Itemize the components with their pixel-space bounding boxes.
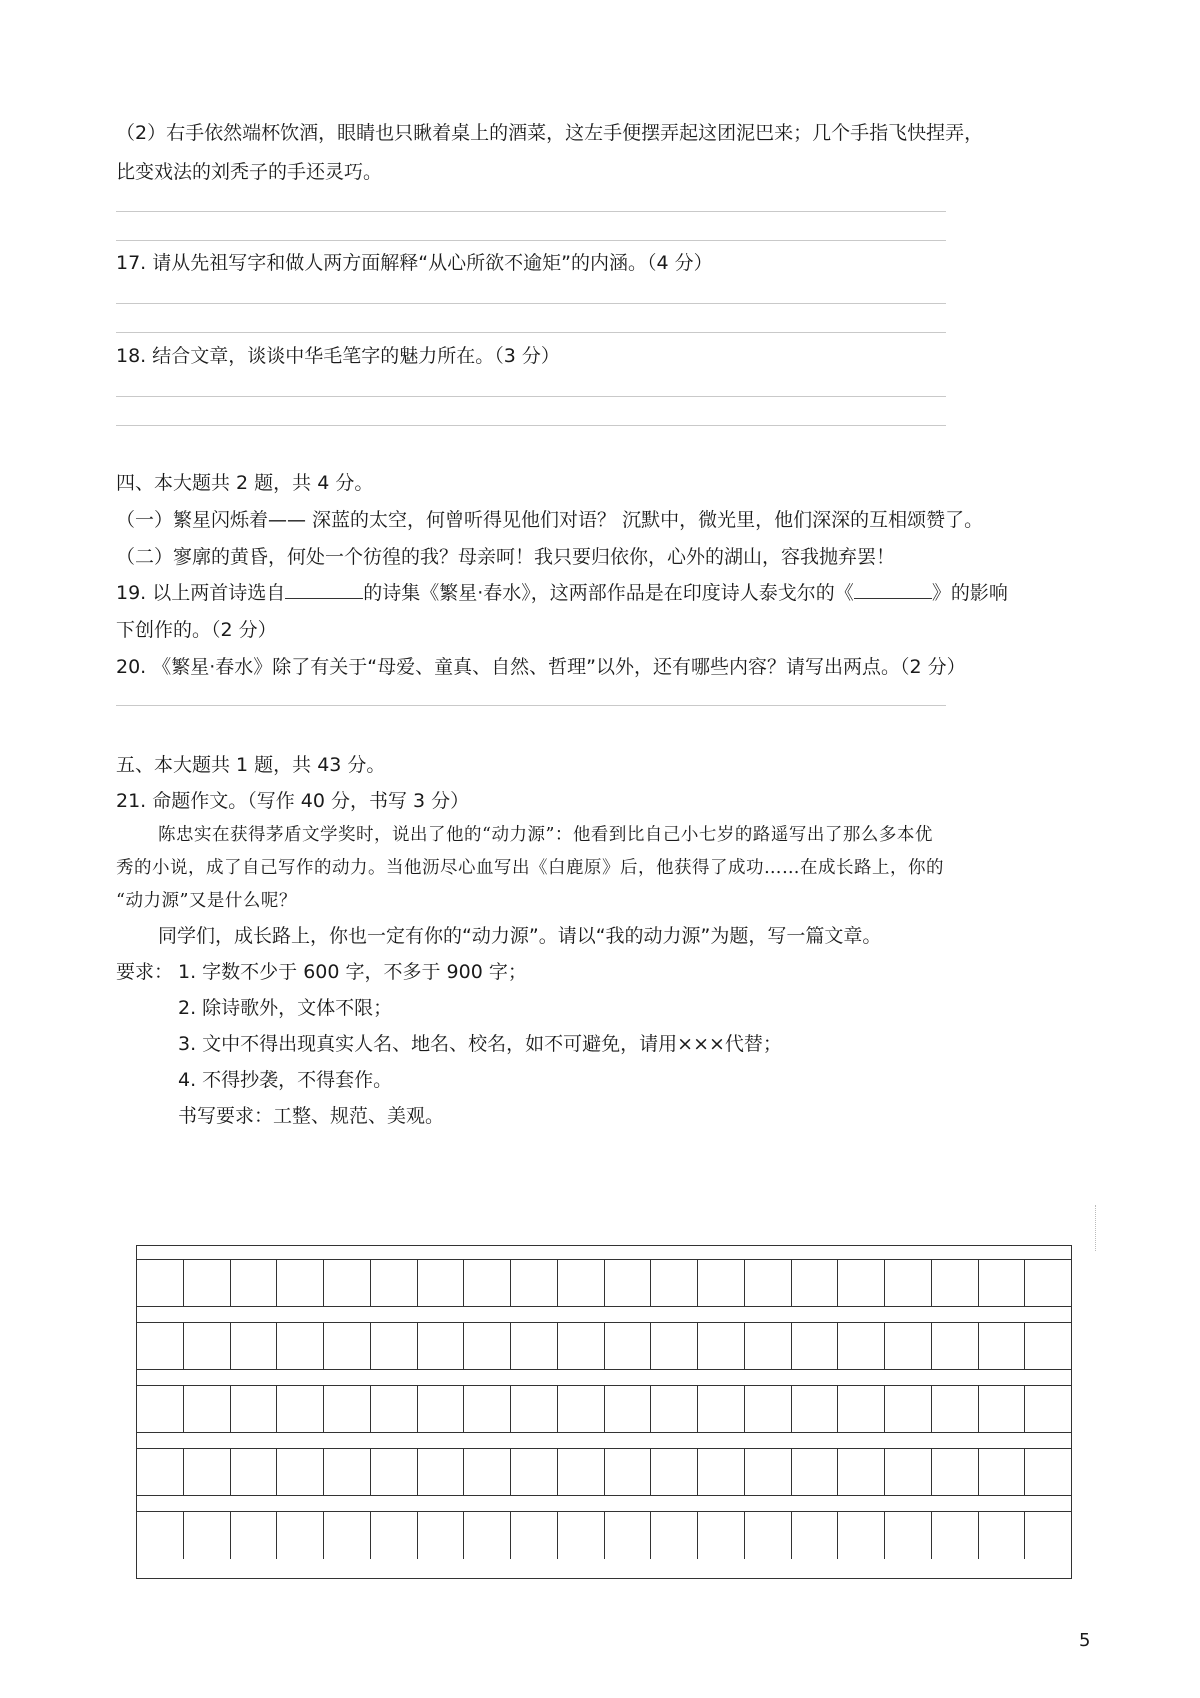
q19-blank-author[interactable] <box>285 580 363 599</box>
grid-cell[interactable] <box>418 1323 465 1369</box>
grid-cell[interactable] <box>277 1449 324 1495</box>
composition-grid[interactable] <box>136 1245 1072 1579</box>
grid-cell[interactable] <box>137 1449 184 1495</box>
grid-cell[interactable] <box>231 1449 278 1495</box>
grid-cell[interactable] <box>745 1260 792 1306</box>
poem-2: （二）寥廓的黄昏，何处一个彷徨的我？母亲呵！我只要归依你，心外的湖山，容我抛弃罢！ <box>116 546 896 568</box>
grid-cell[interactable] <box>792 1260 839 1306</box>
section4-heading: 四、本大题共 2 题，共 4 分。 <box>116 472 374 494</box>
grid-cell[interactable] <box>979 1323 1026 1369</box>
grid-cell[interactable] <box>277 1323 324 1369</box>
grid-cell[interactable] <box>838 1260 885 1306</box>
q16-2-line1: （2）右手依然端杯饮酒，眼睛也只瞅着桌上的酒菜，这左手便摆弄起这团泥巴来；几个手指飞快捏弄， <box>116 122 984 144</box>
grid-cell[interactable] <box>418 1512 465 1559</box>
grid-cell[interactable] <box>277 1386 324 1432</box>
requirement-1: 1. 字数不少于 600 字，不多于 900 字； <box>178 961 527 983</box>
material-line2: 秀的小说，成了自己写作的动力。当他沥尽心血写出《白鹿原》后，他获得了成功……在成长路上，你的 <box>116 858 944 878</box>
grid-cell[interactable] <box>745 1449 792 1495</box>
grid-cell[interactable] <box>745 1512 792 1559</box>
grid-cell[interactable] <box>464 1260 511 1306</box>
grid-cell[interactable] <box>698 1512 745 1559</box>
q21-text: 21. 命题作文。（写作 40 分，书写 3 分） <box>116 790 470 812</box>
material-line3: “动力源”又是什么呢？ <box>116 891 297 911</box>
grid-cell[interactable] <box>1025 1512 1071 1559</box>
grid-cell[interactable] <box>511 1512 558 1559</box>
grid-cell[interactable] <box>511 1386 558 1432</box>
grid-cell[interactable] <box>464 1512 511 1559</box>
q19-part1: 19. 以上两首诗选自 <box>116 582 286 604</box>
grid-cell[interactable] <box>137 1386 184 1432</box>
q19-part2: 的诗集《繁星·春水》，这两部作品是在印度诗人泰戈尔的《 <box>363 582 854 604</box>
answer-line[interactable] <box>116 425 946 426</box>
grid-cell[interactable] <box>838 1386 885 1432</box>
grid-row <box>137 1386 1071 1433</box>
grid-cell[interactable] <box>698 1260 745 1306</box>
requirement-3: 3. 文中不得出现真实人名、地名、校名，如不可避免，请用×××代替； <box>178 1033 782 1055</box>
grid-cell[interactable] <box>792 1323 839 1369</box>
answer-line[interactable] <box>116 396 946 397</box>
grid-cell[interactable] <box>1025 1260 1071 1306</box>
grid-cell[interactable] <box>184 1512 231 1559</box>
grid-cell[interactable] <box>464 1323 511 1369</box>
grid-cell[interactable] <box>838 1449 885 1495</box>
answer-line[interactable] <box>116 240 946 241</box>
grid-cell[interactable] <box>324 1323 371 1369</box>
q19-line1 <box>116 580 1008 606</box>
requirements-label: 要求： <box>116 961 174 983</box>
grid-cell[interactable] <box>418 1386 465 1432</box>
grid-cell[interactable] <box>838 1323 885 1369</box>
grid-cell[interactable] <box>231 1512 278 1559</box>
q19-blank-work[interactable] <box>854 580 932 599</box>
grid-row-gap <box>137 1307 1071 1323</box>
grid-row-gap <box>137 1370 1071 1386</box>
page-number: 5 <box>1079 1630 1091 1651</box>
requirement-2: 2. 除诗歌外，文体不限； <box>178 997 393 1019</box>
grid-cell[interactable] <box>651 1512 698 1559</box>
grid-cell[interactable] <box>184 1386 231 1432</box>
grid-cell[interactable] <box>231 1323 278 1369</box>
grid-cell[interactable] <box>885 1260 932 1306</box>
grid-cell[interactable] <box>605 1323 652 1369</box>
grid-row <box>137 1449 1071 1496</box>
grid-cell[interactable] <box>932 1512 979 1559</box>
answer-line[interactable] <box>116 303 946 304</box>
answer-line[interactable] <box>116 332 946 333</box>
grid-row-gap <box>137 1246 1071 1260</box>
grid-cell[interactable] <box>324 1512 371 1559</box>
section5-heading: 五、本大题共 1 题，共 43 分。 <box>116 754 386 776</box>
grid-cell[interactable] <box>792 1512 839 1559</box>
grid-cell[interactable] <box>605 1260 652 1306</box>
grid-cell[interactable] <box>371 1323 418 1369</box>
grid-cell[interactable] <box>324 1260 371 1306</box>
grid-cell[interactable] <box>418 1449 465 1495</box>
margin-dots <box>1095 1205 1096 1251</box>
grid-cell[interactable] <box>511 1449 558 1495</box>
grid-cell[interactable] <box>1025 1323 1071 1369</box>
grid-cell[interactable] <box>605 1449 652 1495</box>
grid-row-gap <box>137 1496 1071 1512</box>
q20-text: 20. 《繁星·春水》除了有关于“母爱、童真、自然、哲理”以外，还有哪些内容？请写出两点。（2 分） <box>116 656 966 678</box>
grid-cell[interactable] <box>979 1260 1026 1306</box>
grid-row <box>137 1512 1071 1559</box>
grid-cell[interactable] <box>745 1386 792 1432</box>
poem-1: （一）繁星闪烁着—— 深蓝的太空，何曾听得见他们对语？ 沉默中，微光里，他们深深的互相颂赞了。 <box>116 509 984 531</box>
grid-row <box>137 1260 1071 1307</box>
grid-cell[interactable] <box>932 1386 979 1432</box>
q17-text: 17. 请从先祖写字和做人两方面解释“从心所欲不逾矩”的内涵。（4 分） <box>116 252 713 274</box>
q19-line2: 下创作的。（2 分） <box>116 619 277 641</box>
grid-cell[interactable] <box>558 1386 605 1432</box>
grid-cell[interactable] <box>698 1449 745 1495</box>
handwriting-requirement: 书写要求：工整、规范、美观。 <box>178 1105 445 1127</box>
grid-cell[interactable] <box>324 1449 371 1495</box>
grid-cell[interactable] <box>418 1260 465 1306</box>
grid-cell[interactable] <box>745 1323 792 1369</box>
grid-cell[interactable] <box>184 1449 231 1495</box>
answer-line[interactable] <box>116 705 946 706</box>
grid-cell[interactable] <box>1025 1386 1071 1432</box>
grid-cell[interactable] <box>324 1386 371 1432</box>
grid-cell[interactable] <box>885 1323 932 1369</box>
grid-cell[interactable] <box>1025 1449 1071 1495</box>
material-line1: 陈忠实在获得茅盾文学奖时，说出了他的“动力源”：他看到比自己小七岁的路遥写出了那么多本优 <box>158 825 933 845</box>
grid-cell[interactable] <box>464 1386 511 1432</box>
grid-cell[interactable] <box>885 1512 932 1559</box>
grid-cell[interactable] <box>137 1260 184 1306</box>
grid-cell[interactable] <box>698 1323 745 1369</box>
grid-cell[interactable] <box>651 1323 698 1369</box>
grid-cell[interactable] <box>558 1323 605 1369</box>
essay-prompt: 同学们，成长路上，你也一定有你的“动力源”。请以“我的动力源”为题，写一篇文章。 <box>158 925 882 947</box>
grid-cell[interactable] <box>651 1449 698 1495</box>
grid-cell[interactable] <box>885 1386 932 1432</box>
grid-cell[interactable] <box>885 1449 932 1495</box>
grid-cell[interactable] <box>979 1449 1026 1495</box>
grid-cell[interactable] <box>371 1260 418 1306</box>
grid-cell[interactable] <box>464 1449 511 1495</box>
grid-cell[interactable] <box>979 1512 1026 1559</box>
grid-cell[interactable] <box>511 1323 558 1369</box>
requirement-4: 4. 不得抄袭，不得套作。 <box>178 1069 393 1091</box>
grid-cell[interactable] <box>231 1386 278 1432</box>
grid-cell[interactable] <box>792 1449 839 1495</box>
grid-cell[interactable] <box>651 1386 698 1432</box>
grid-cell[interactable] <box>698 1386 745 1432</box>
grid-cell[interactable] <box>605 1512 652 1559</box>
grid-cell[interactable] <box>511 1260 558 1306</box>
grid-cell[interactable] <box>371 1449 418 1495</box>
grid-cell[interactable] <box>838 1512 885 1559</box>
grid-row <box>137 1323 1071 1370</box>
q16-2-line2: 比变戏法的刘秃子的手还灵巧。 <box>116 161 383 183</box>
grid-cell[interactable] <box>277 1260 324 1306</box>
grid-cell[interactable] <box>605 1386 652 1432</box>
q18-text: 18. 结合文章，谈谈中华毛笔字的魅力所在。（3 分） <box>116 345 560 367</box>
grid-cell[interactable] <box>651 1260 698 1306</box>
grid-cell[interactable] <box>184 1260 231 1306</box>
grid-cell[interactable] <box>371 1512 418 1559</box>
grid-cell[interactable] <box>137 1323 184 1369</box>
grid-cell[interactable] <box>137 1512 184 1559</box>
grid-cell[interactable] <box>231 1260 278 1306</box>
grid-cell[interactable] <box>979 1386 1026 1432</box>
grid-cell[interactable] <box>558 1449 605 1495</box>
answer-line[interactable] <box>116 211 946 212</box>
grid-cell[interactable] <box>932 1260 979 1306</box>
grid-cell[interactable] <box>184 1323 231 1369</box>
grid-cell[interactable] <box>932 1449 979 1495</box>
grid-cell[interactable] <box>371 1386 418 1432</box>
grid-cell[interactable] <box>558 1260 605 1306</box>
q19-part3: 》的影响 <box>931 582 1008 604</box>
grid-cell[interactable] <box>932 1323 979 1369</box>
grid-cell[interactable] <box>558 1512 605 1559</box>
grid-row-gap <box>137 1433 1071 1449</box>
grid-cell[interactable] <box>277 1512 324 1559</box>
grid-cell[interactable] <box>792 1386 839 1432</box>
